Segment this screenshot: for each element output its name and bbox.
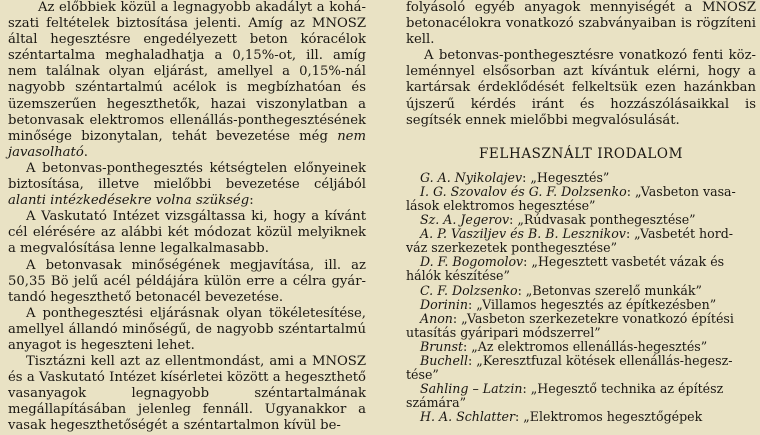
paragraph-2: A betonvas-ponthegesztés kétségtelen előnyeinek biztosítása, illetve mielőbbi bevezetése céljából alanti intézkedésekre volna szükség: [8,160,366,209]
reference-title: : „Vasbetét hord- [625,226,734,242]
reference-item [406,354,756,382]
reference-title: : „Hegesztés” [522,169,610,185]
reference-item [406,171,756,185]
reference-item [406,298,756,312]
reference-author: Brunst [420,338,464,354]
reference-title-continued: utasítás gyáripari módszerrel” [406,324,601,340]
reference-title: : „Az elektromos ellenállás-hegesztés” [463,338,708,354]
reference-item [406,227,756,255]
reference-item [406,312,756,340]
reference-author: D. F. Bogomolov [420,254,524,270]
paragraph-4: A betonvasak minőségének megjavítása, ill. az 50,35 Bö jelű acél példájára külön erre a célra gyártandó hegeszthető betonacél bevezetése. [8,257,366,305]
left-column [8,0,366,435]
reference-list [406,171,756,425]
paragraph-7: folyásoló egyéb anyagok mennyiségét a MNOSZ betonacélokra vonatkozó szabványaiban is rögzíteni kell. [406,0,756,48]
paragraph-8: A betonvas-ponthegesztésre vonatkozó fenti közleménnyel elsősorban azt kívántuk elérni, hogy a kartársak érdeklődését felkeltsük ezen hazánkban újszerű kérdés iránt és hozzászólásaikkal is segítsék ennek mielőbbi megvalósulását. [406,48,756,128]
reference-author: A. P. Vasziljev és B. B. Lesznikov [420,226,626,242]
reference-title: : „Hegesztő technika az építész [522,381,724,397]
reference-author: Buchell [420,352,469,368]
reference-author: Sahling – Latzin [420,381,523,397]
reference-title: : „Hegesztett vasbetét vázak és [523,254,725,270]
right-column [406,0,756,424]
reference-title-continued: váz szerkezetek ponthegesztése” [406,240,618,256]
reference-author: I. G. Szovalov és G. F. Dolzsenko [420,183,627,199]
reference-title-continued: hálók készítése” [406,268,510,284]
reference-title-continued: tése” [406,367,439,383]
reference-title: : „Betonvas szerelő munkák” [517,282,702,298]
reference-item [406,410,756,424]
reference-author: Dorinin [420,296,468,312]
reference-item [406,284,756,298]
reference-author: Sz. A. Jegerov [420,212,510,228]
reference-title: : „Villamos hegesztés az építkezésben” [467,296,717,312]
reference-author: Anon [420,310,453,326]
reference-item [406,185,756,213]
reference-title: : „Rúdvasak ponthegesztése” [509,212,696,228]
reference-title: : „Vasbeton szerkezetekre vonatkozó építési [452,310,734,326]
paragraph-6: Tisztázni kell azt az ellentmondást, ami a MNOSZ és a Vaskutató Intézet kísérletei között a hegeszthető vasanyagok legnagyobb széntartalmának megállapításában jelenleg fennáll. Ugyanakkor a vasak hegeszthetőségét a széntartalmon kívül be- [8,354,366,434]
reference-title-continued: lások elektromos hegesztése” [406,197,596,213]
paragraph-1: Az előbbiek közül a legnagyobb akadályt a kohászati feltételek biztosítása jelenti. Amíg az MNOSZ által hegesztésre engedélyezett beton kóracélok széntartalma meghaladhatja a 0,15%-ot, ill. amíg nem találnak olyan eljárást, amellyel a 0,15%-nál nagyobb széntartalmú acélok is megbízhatóan és üzemszerűen hegeszthetők, hazai viszonylatban a betonvasak elektromos ellenállás-ponthegesztésének minősége bizonytalan, tehát bevezetése még nem javasolható. [8,0,366,160]
reference-item [406,382,756,410]
reference-author: H. A. Schlatter [420,409,516,425]
references-heading: FELHASZNÁLT IRODALOM [478,145,684,162]
reference-title: : „Vasbeton vasa- [626,183,736,199]
reference-item [406,340,756,354]
reference-item [406,255,756,283]
reference-item [406,213,756,227]
reference-title-continued: számára” [406,395,467,411]
paragraph-5: A ponthegesztési eljárásnak olyan tökéletesítése, amellyel állandó minőségű, de nagyobb széntartalmú anyagot is hegeszteni lehet. [8,305,366,353]
reference-author: G. A. Nyikolajev [420,169,523,185]
reference-title: : „Keresztfuzal kötések ellenállás-hegesz- [468,352,733,368]
paragraph-3: A Vaskutató Intézet vizsgáltassa ki, hogy a kívánt cél elérésére az alábbi két módozat közül melyiknek a megvalósítása lenne legalkalmasabb. [8,209,366,257]
reference-author: C. F. Dolzsenko [420,282,518,298]
reference-title: : „Elektromos hegesztőgépek [515,409,703,425]
